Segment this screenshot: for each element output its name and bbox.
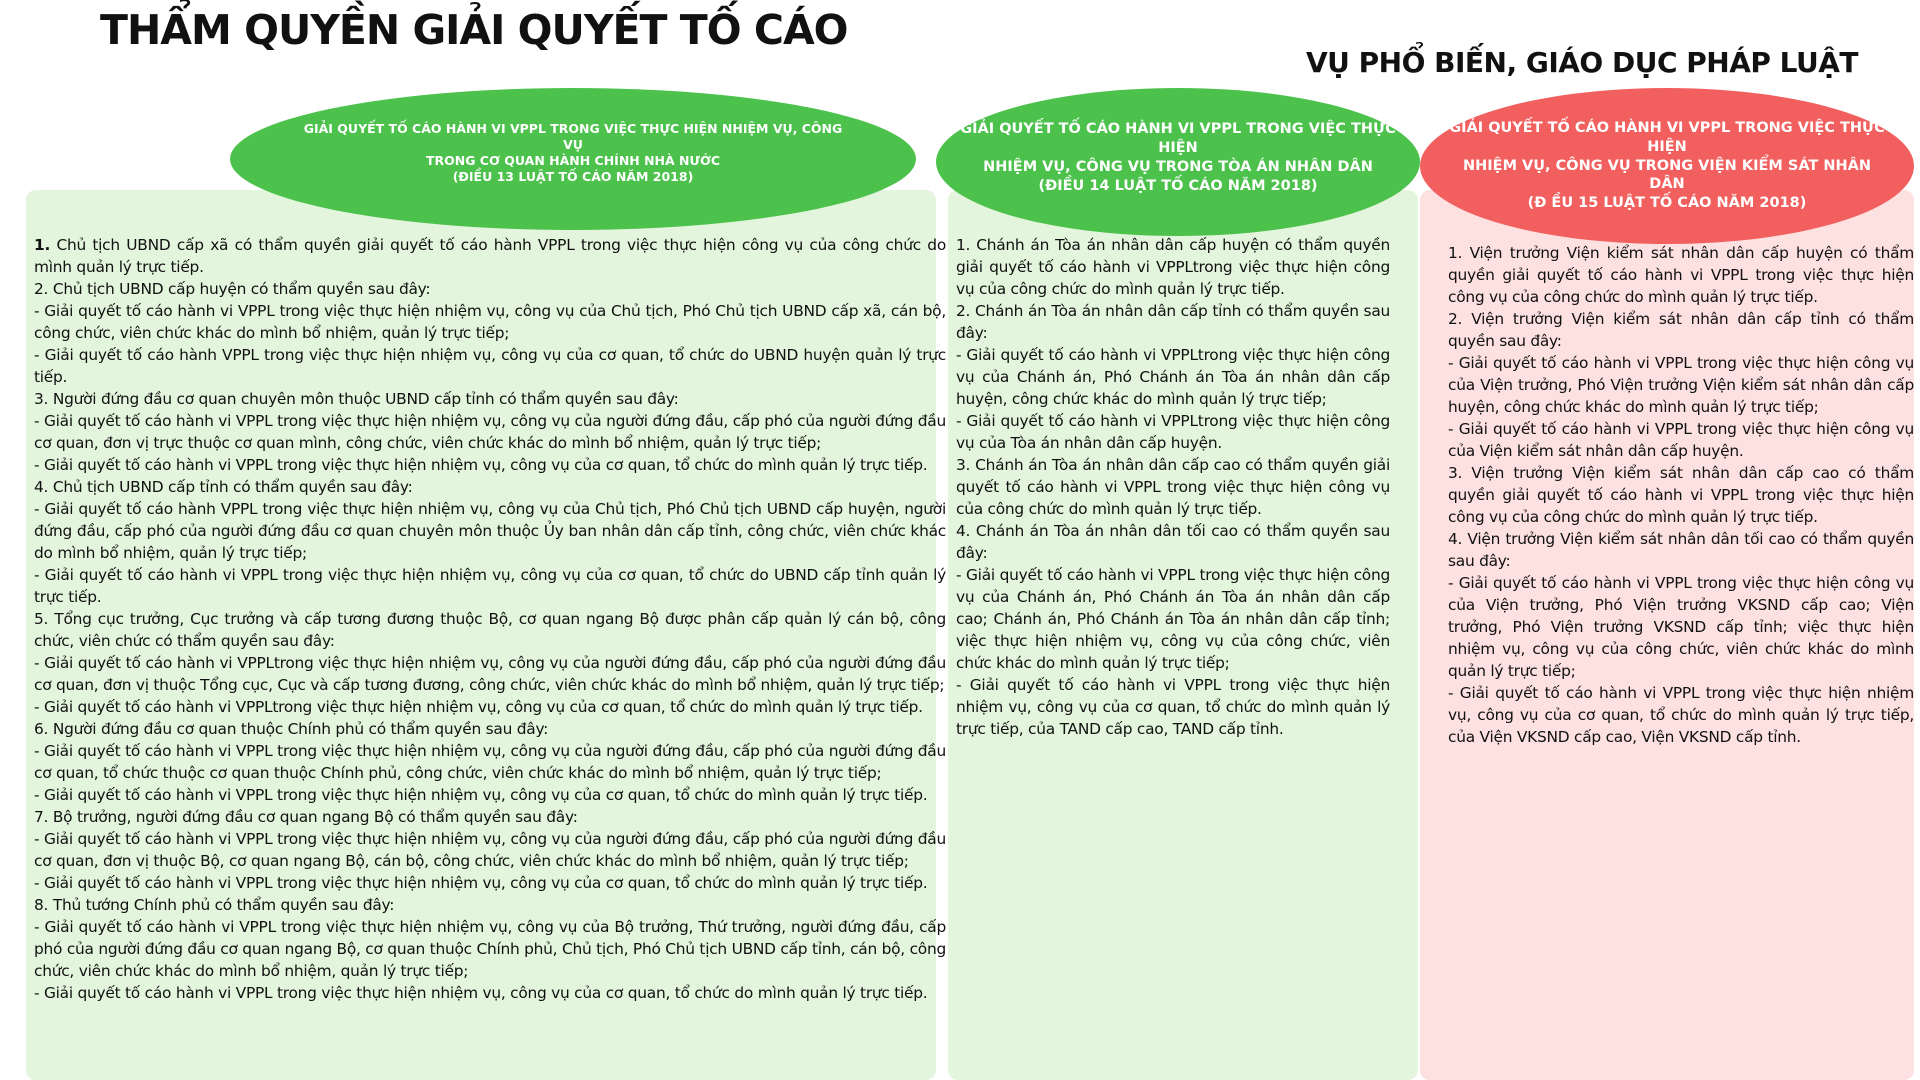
provision-paragraph: [34, 696, 946, 718]
provision-text: 2. Chánh án Tòa án nhân dân cấp tỉnh có thẩm quyền sau đây:: [956, 302, 1390, 342]
heading-line: TRONG CƠ QUAN HÀNH CHÍNH NHÀ NƯỚC: [425, 153, 721, 168]
provision-text: 2. Chủ tịch UBND cấp huyện có thẩm quyền sau đây:: [34, 280, 431, 298]
provision-text: - Giải quyết tố cáo hành vi VPPL trong việc thực hiện nhiệm vụ, công vụ của người đứng đầu, cấp phó của người đứng đầu cơ quan, đơn vị trực thuộc cơ quan mình, công chức, viên chức khác do mình bổ nhiệm, quản lý trực tiếp;: [34, 412, 946, 452]
provision-paragraph: [34, 652, 946, 696]
provision-text: 2. Viện trưởng Viện kiểm sát nhân dân cấp tỉnh có thẩm quyền sau đây:: [1448, 310, 1914, 350]
provision-paragraph: [34, 784, 946, 806]
heading-line: GIẢI QUYẾT TỐ CÁO HÀNH VI VPPL TRONG VIỆC THỰC HIỆN: [960, 121, 1396, 157]
provision-text: - Giải quyết tố cáo hành vi VPPLtrong việc thực hiện công vụ của Tòa án nhân dân cấp huyện.: [956, 412, 1390, 452]
provision-paragraph: [956, 564, 1390, 674]
provision-paragraph: [1448, 308, 1914, 352]
administrative-provisions: [34, 234, 946, 1004]
administrative-heading: [230, 88, 916, 230]
provision-text: - Giải quyết tố cáo hành vi VPPL trong việc thực hiện nhiệm vụ, công vụ của cơ quan, tổ chức do mình quản lý trực tiếp, của Viện VKSND cấp cao, Viện VKSND cấp tỉnh.: [1448, 684, 1914, 746]
provision-paragraph: [1448, 572, 1914, 682]
provision-text: Chủ tịch UBND cấp xã có thẩm quyền giải quyết tố cáo hành VPPL trong việc thực hiện công vụ của công chức do mình quản lý trực tiếp.: [34, 236, 946, 276]
provision-paragraph: [34, 916, 946, 982]
provision-paragraph: [1448, 682, 1914, 748]
provision-text: 3. Chánh án Tòa án nhân dân cấp cao có thẩm quyền giải quyết tố cáo hành vi VPPL trong việc thực hiện công vụ của công chức do mình quản lý trực tiếp.: [956, 456, 1390, 518]
provision-text: 1. Viện trưởng Viện kiểm sát nhân dân cấp huyện có thẩm quyền giải quyết tố cáo hành vi VPPL trong việc thực hiện công vụ của công chức do mình quản lý trực tiếp.: [1448, 244, 1914, 306]
provision-paragraph: [956, 410, 1390, 454]
page-title: THẨM QUYỀN GIẢI QUYẾT TỐ CÁO: [100, 6, 848, 54]
provision-paragraph: [34, 564, 946, 608]
provision-paragraph: [34, 234, 946, 278]
heading-line: (ĐIỀU 14 LUẬT TỐ CÁO NĂM 2018): [1038, 177, 1318, 194]
provision-text: - Giải quyết tố cáo hành vi VPPL trong việc thực hiện nhiệm vụ, công vụ của người đứng đầu, cấp phó của người đứng đầu cơ quan, đơn vị thuộc Bộ, cơ quan ngang Bộ, cán bộ, công chức, viên chức khác do mình bổ nhiệm, quản lý trực tiếp;: [34, 830, 946, 870]
heading-line: GIẢI QUYẾT TỐ CÁO HÀNH VI VPPL TRONG VIỆC THỰC HIỆN: [1449, 119, 1885, 155]
provision-paragraph: [34, 608, 946, 652]
provision-text: 3. Viện trưởng Viện kiểm sát nhân dân cấp cao có thẩm quyền giải quyết tố cáo hành vi VPPL trong việc thực hiện công vụ của công chức do mình quản lý trực tiếp.: [1448, 464, 1914, 526]
provision-text: - Giải quyết tố cáo hành vi VPPL trong việc thực hiện nhiệm vụ, công vụ của cơ quan, tổ chức do mình quản lý trực tiếp, của TAND cấp cao, TAND cấp tỉnh.: [956, 676, 1390, 738]
provision-text: - Giải quyết tố cáo hành vi VPPL trong việc thực hiện nhiệm vụ, công vụ của người đứng đầu, cấp phó của người đứng đầu cơ quan, tổ chức thuộc cơ quan thuộc Chính phủ, công chức, viên chức khác do mình bổ nhiệm, quản lý trực tiếp;: [34, 742, 946, 782]
court-heading: [936, 88, 1420, 236]
heading-line: NHIỆM VỤ, CÔNG VỤ TRONG VIỆN KIỂM SÁT NHÂN DÂN: [1463, 157, 1871, 193]
provision-text: 4. Chủ tịch UBND cấp tỉnh có thẩm quyền sau đây:: [34, 478, 413, 496]
provision-text: - Giải quyết tố cáo hành vi VPPLtrong việc thực hiện công vụ của Chánh án, Phó Chánh án Tòa án nhân dân cấp huyện, công chức khác do mình quản lý trực tiếp;: [956, 346, 1390, 408]
provision-text: - Giải quyết tố cáo hành vi VPPLtrong việc thực hiện nhiệm vụ, công vụ của cơ quan, tổ chức do mình quản lý trực tiếp.: [34, 698, 923, 716]
provision-text: - Giải quyết tố cáo hành VPPL trong việc thực hiện nhiệm vụ, công vụ của Chủ tịch, Phó Chủ tịch UBND cấp huyện, người đứng đầu, cấp phó của người đứng đầu cơ quan chuyên môn thuộc Ủy ban nhân dân cấp tỉnh, công chức, viên chức khác do mình bổ nhiệm, quản lý trực tiếp;: [34, 500, 946, 562]
provision-paragraph: [34, 806, 946, 828]
provision-paragraph: [1448, 528, 1914, 572]
provision-paragraph: [34, 388, 946, 410]
provision-text: 4. Viện trưởng Viện kiểm sát nhân dân tối cao có thẩm quyền sau đây:: [1448, 530, 1914, 570]
provision-paragraph: [34, 740, 946, 784]
provision-paragraph: [34, 872, 946, 894]
provision-paragraph: [34, 454, 946, 476]
provision-paragraph: [34, 828, 946, 872]
provision-text: - Giải quyết tố cáo hành vi VPPL trong việc thực hiện nhiệm vụ, công vụ của cơ quan, tổ chức do mình quản lý trực tiếp.: [34, 984, 928, 1002]
provision-text: - Giải quyết tố cáo hành vi VPPLtrong việc thực hiện nhiệm vụ, công vụ của người đứng đầu, cấp phó của người đứng đầu cơ quan, đơn vị thuộc Tổng cục, Cục và cấp tương đương, công chức, viên chức khác do mình bổ nhiệm, quản lý trực tiếp;: [34, 654, 946, 694]
provision-paragraph: [34, 718, 946, 740]
provision-paragraph: [34, 278, 946, 300]
provision-paragraph: [956, 674, 1390, 740]
heading-line: GIẢI QUYẾT TỐ CÁO HÀNH VI VPPL TRONG VIỆC THỰC HIỆN NHIỆM VỤ, CÔNG VỤ: [303, 120, 843, 152]
provision-paragraph: [956, 344, 1390, 410]
provision-text: 4. Chánh án Tòa án nhân dân tối cao có thẩm quyền sau đây:: [956, 522, 1390, 562]
provision-text: - Giải quyết tố cáo hành vi VPPL trong việc thực hiện nhiệm vụ, công vụ của cơ quan, tổ chức do mình quản lý trực tiếp.: [34, 786, 928, 804]
provision-text: 5. Tổng cục trưởng, Cục trưởng và cấp tương đương thuộc Bộ, cơ quan ngang Bộ được phân cấp quản lý cán bộ, công chức, viên chức có thẩm quyền sau đây:: [34, 610, 946, 650]
provision-paragraph: [1448, 462, 1914, 528]
provision-paragraph: [956, 454, 1390, 520]
provision-paragraph: [1448, 352, 1914, 418]
heading-line: NHIỆM VỤ, CÔNG VỤ TRONG TÒA ÁN NHÂN DÂN: [983, 159, 1373, 175]
provision-paragraph: [34, 476, 946, 498]
provision-text: - Giải quyết tố cáo hành vi VPPL trong việc thực hiện nhiệm vụ, công vụ của cơ quan, tổ chức do mình quản lý trực tiếp.: [34, 874, 928, 892]
provision-text: 6. Người đứng đầu cơ quan thuộc Chính phủ có thẩm quyền sau đây:: [34, 720, 549, 738]
provision-text: - Giải quyết tố cáo hành vi VPPL trong việc thực hiện nhiệm vụ, công vụ của Bộ trưởng, Thứ trưởng, người đứng đầu, cấp phó của người đứng đầu cơ quan ngang Bộ, cơ quan thuộc Chính phủ, Chủ tịch, Phó Chủ tịch UBND cấp tỉnh, cán bộ, công chức, viên chức khác do mình bổ nhiệm, quản lý trực tiếp;: [34, 918, 946, 980]
heading-line: (Đ ỀU 15 LUẬT TỐ CÁO NĂM 2018): [1527, 195, 1807, 212]
procuracy-provisions: [1448, 242, 1914, 748]
provision-text: - Giải quyết tố cáo hành vi VPPL trong việc thực hiện công vụ của Viện trưởng, Phó Viện trưởng Viện kiểm sát nhân dân cấp huyện, công chức khác do mình quản lý trực tiếp;: [1448, 354, 1914, 416]
heading-line: (ĐIỀU 13 LUẬT TỐ CÁO NĂM 2018): [452, 169, 694, 185]
provision-paragraph: [956, 520, 1390, 564]
provision-paragraph: [34, 300, 946, 344]
provision-text: - Giải quyết tố cáo hành vi VPPL trong việc thực hiện nhiệm vụ, công vụ của cơ quan, tổ chức do UBND cấp tỉnh quản lý trực tiếp.: [34, 566, 946, 606]
provision-text: 3. Người đứng đầu cơ quan chuyên môn thuộc UBND cấp tỉnh có thẩm quyền sau đây:: [34, 390, 679, 408]
provision-text: - Giải quyết tố cáo hành vi VPPL trong việc thực hiện nhiệm vụ, công vụ của cơ quan, tổ chức do mình quản lý trực tiếp.: [34, 456, 928, 474]
provision-paragraph: [34, 344, 946, 388]
provision-text: - Giải quyết tố cáo hành VPPL trong việc thực hiện nhiệm vụ, công vụ của cơ quan, tổ chức do UBND huyện quản lý trực tiếp.: [34, 346, 946, 386]
procuracy-heading: [1420, 88, 1914, 244]
provision-text: - Giải quyết tố cáo hành vi VPPL trong việc thực hiện nhiệm vụ, công vụ của Chủ tịch, Phó Chủ tịch UBND cấp xã, cán bộ, công chức, viên chức khác do mình bổ nhiệm, quản lý trực tiếp;: [34, 302, 946, 342]
provision-text: - Giải quyết tố cáo hành vi VPPL trong việc thực hiện công vụ của Chánh án, Phó Chánh án Tòa án nhân dân cấp cao; Chánh án, Phó Chánh án Tòa án nhân dân cấp tỉnh; việc thực hiện nhiệm vụ, công vụ của công chức, viên chức khác do mình quản lý trực tiếp;: [956, 566, 1390, 672]
provision-text: 8. Thủ tướng Chính phủ có thẩm quyền sau đây:: [34, 896, 395, 914]
provision-text: 1. Chánh án Tòa án nhân dân cấp huyện có thẩm quyền giải quyết tố cáo hành vi VPPLtrong việc thực hiện công vụ của công chức do mình quản lý trực tiếp.: [956, 236, 1390, 298]
department-name: VỤ PHỔ BIẾN, GIÁO DỤC PHÁP LUẬT: [1306, 46, 1859, 79]
provision-number: 1.: [34, 236, 51, 254]
provision-text: - Giải quyết tố cáo hành vi VPPL trong việc thực hiện công vụ của Viện kiểm sát nhân dân cấp huyện.: [1448, 420, 1914, 460]
provision-text: 7. Bộ trưởng, người đứng đầu cơ quan ngang Bộ có thẩm quyền sau đây:: [34, 808, 578, 826]
provision-paragraph: [956, 300, 1390, 344]
court-provisions: [956, 234, 1390, 740]
provision-paragraph: [34, 410, 946, 454]
provision-paragraph: [956, 234, 1390, 300]
provision-paragraph: [34, 982, 946, 1004]
provision-text: - Giải quyết tố cáo hành vi VPPL trong việc thực hiện công vụ của Viện trưởng, Phó Viện trưởng VKSND cấp cao; Viện trưởng, Phó Viện trưởng VKSND cấp tỉnh; việc thực hiện nhiệm vụ, công vụ của công chức, viên chức khác do mình quản lý trực tiếp;: [1448, 574, 1914, 680]
provision-paragraph: [34, 894, 946, 916]
provision-paragraph: [34, 498, 946, 564]
provision-paragraph: [1448, 242, 1914, 308]
provision-paragraph: [1448, 418, 1914, 462]
